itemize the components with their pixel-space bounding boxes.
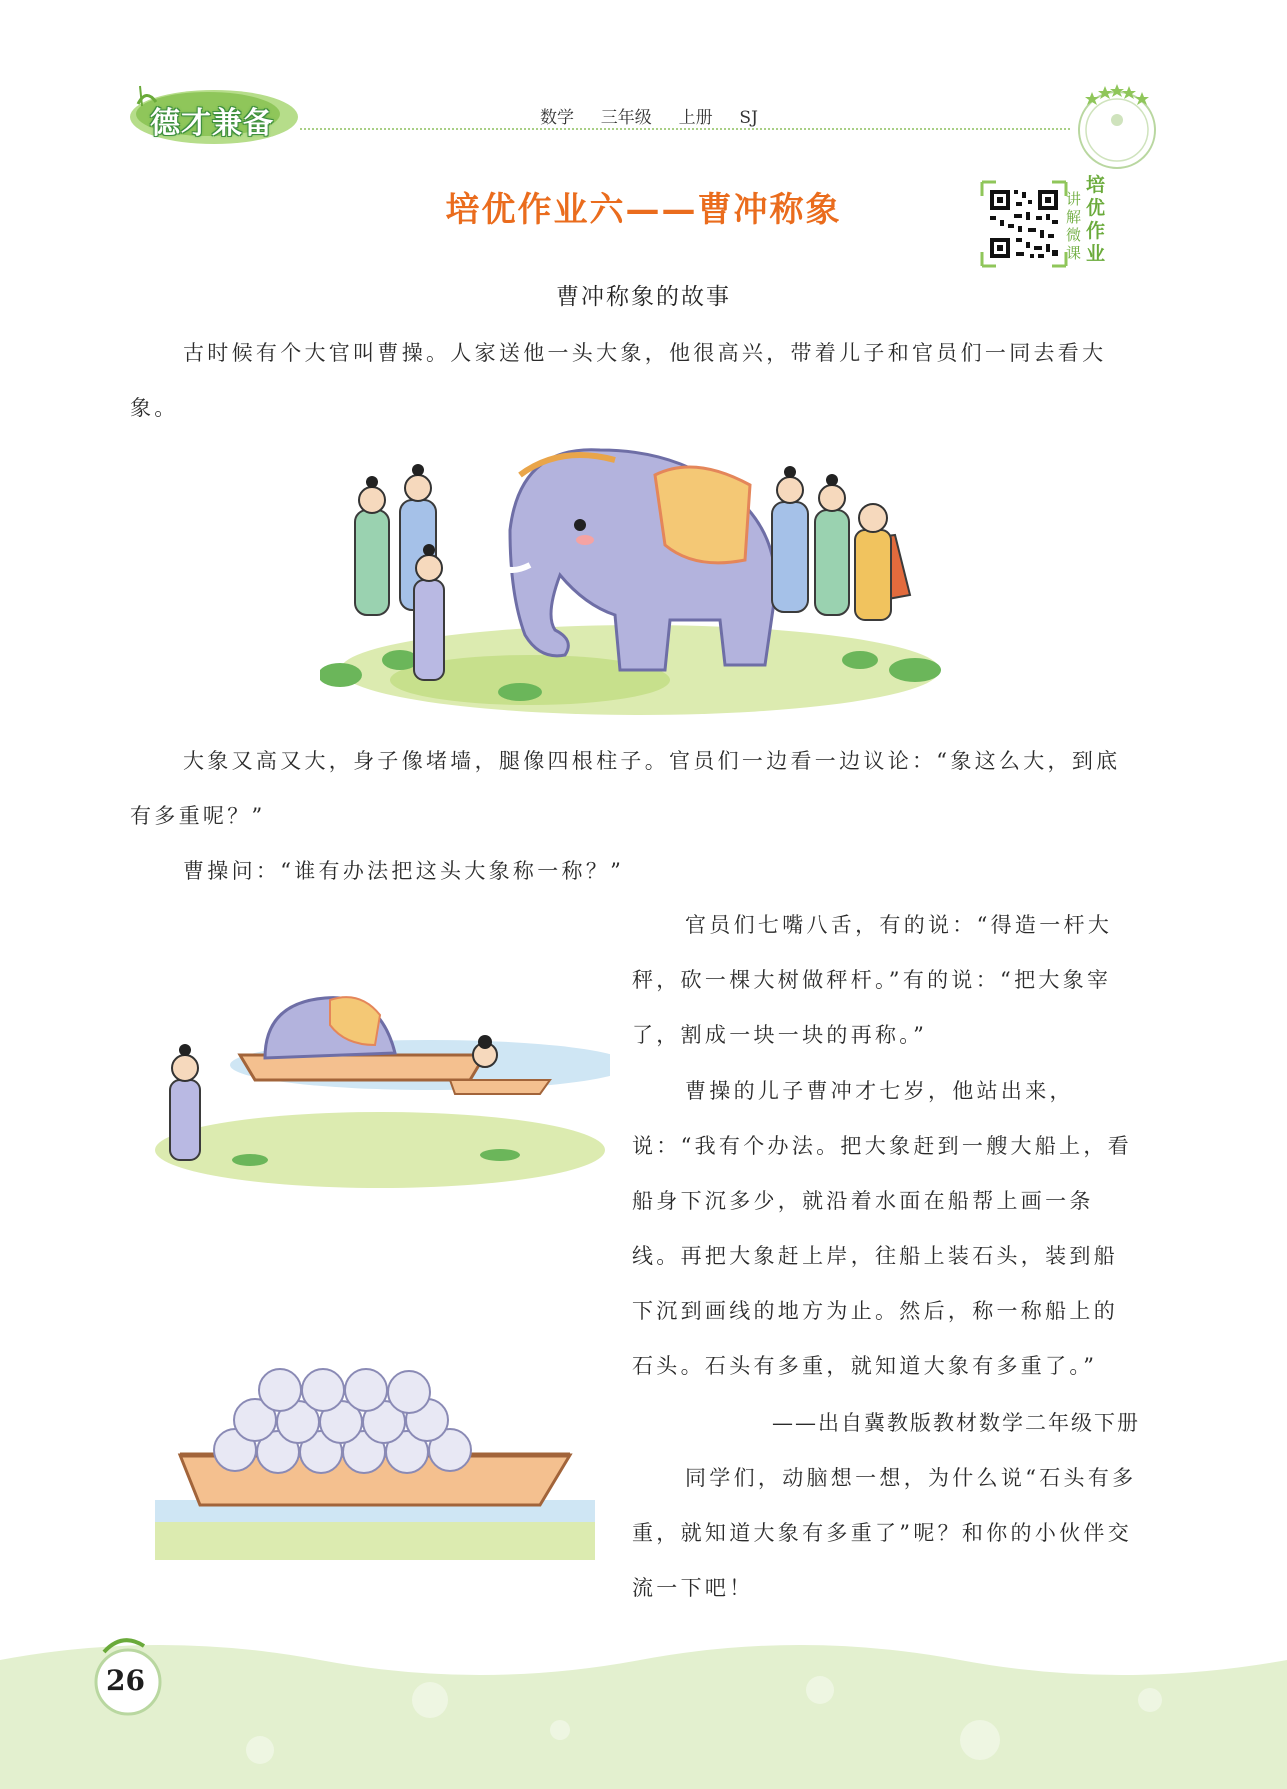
discussion-question: 同学们，动脑想一想，为什么说“石头有多重，就知道大象有多重了”呢？和你的小伙伴交流一下吧！ — [632, 1466, 1137, 1600]
story-paragraph-3: 曹操问：“谁有办法把这头大象称一称？” — [183, 859, 625, 883]
publisher-seal — [1072, 80, 1162, 170]
story-source: ——出自冀教版教材数学二年级下册 — [772, 1411, 1140, 1435]
page-number: 26 — [106, 1664, 145, 1697]
elephant-crowd-illustration — [320, 430, 950, 720]
elephant-boat-illustration — [150, 950, 610, 1190]
story-paragraph-2: 大象又高又大，身子像堵墙，腿像四根柱子。官员们一边看一边议论：“象这么大，到底有多重呢？” — [130, 749, 1121, 828]
story-paragraph-4: 官员们七嘴八舌，有的说：“得造一杆大秤，砍一棵大树做秤杆。”有的说：“把大象宰了，割成一块一块的再称。” — [632, 913, 1113, 1047]
qr-label-lecture: 讲解微课 — [1066, 190, 1082, 262]
qr-code[interactable] — [980, 180, 1068, 268]
page-title: 培优作业六——曹冲称象 — [445, 190, 842, 230]
story-title: 曹冲称象的故事 — [556, 284, 731, 310]
story-paragraph-1: 古时候有个大官叫曹操。人家送他一头大象，他很高兴，带着儿子和官员们一同去看大象。 — [130, 341, 1107, 420]
stone-boat-illustration — [150, 1360, 600, 1580]
footer-decoration — [0, 1630, 1287, 1789]
header-divider — [300, 128, 1070, 130]
qr-label-homework: 培优作业 — [1086, 174, 1106, 265]
brand-name: 德才兼备 — [150, 106, 274, 141]
header-subject-line: 数学 三年级 上册 SJ — [540, 108, 758, 128]
story-paragraph-5: 曹操的儿子曹冲才七岁，他站出来，说：“我有个办法。把大象赶到一艘大船上，看船身下沉多少，就沿着水面在船帮上画一条线。再把大象赶上岸，往船上装石头，装到船下沉到画线的地方为止。然后，称一称船上的石头。石头有多重，就知道大象有多重了。” — [632, 1079, 1133, 1378]
